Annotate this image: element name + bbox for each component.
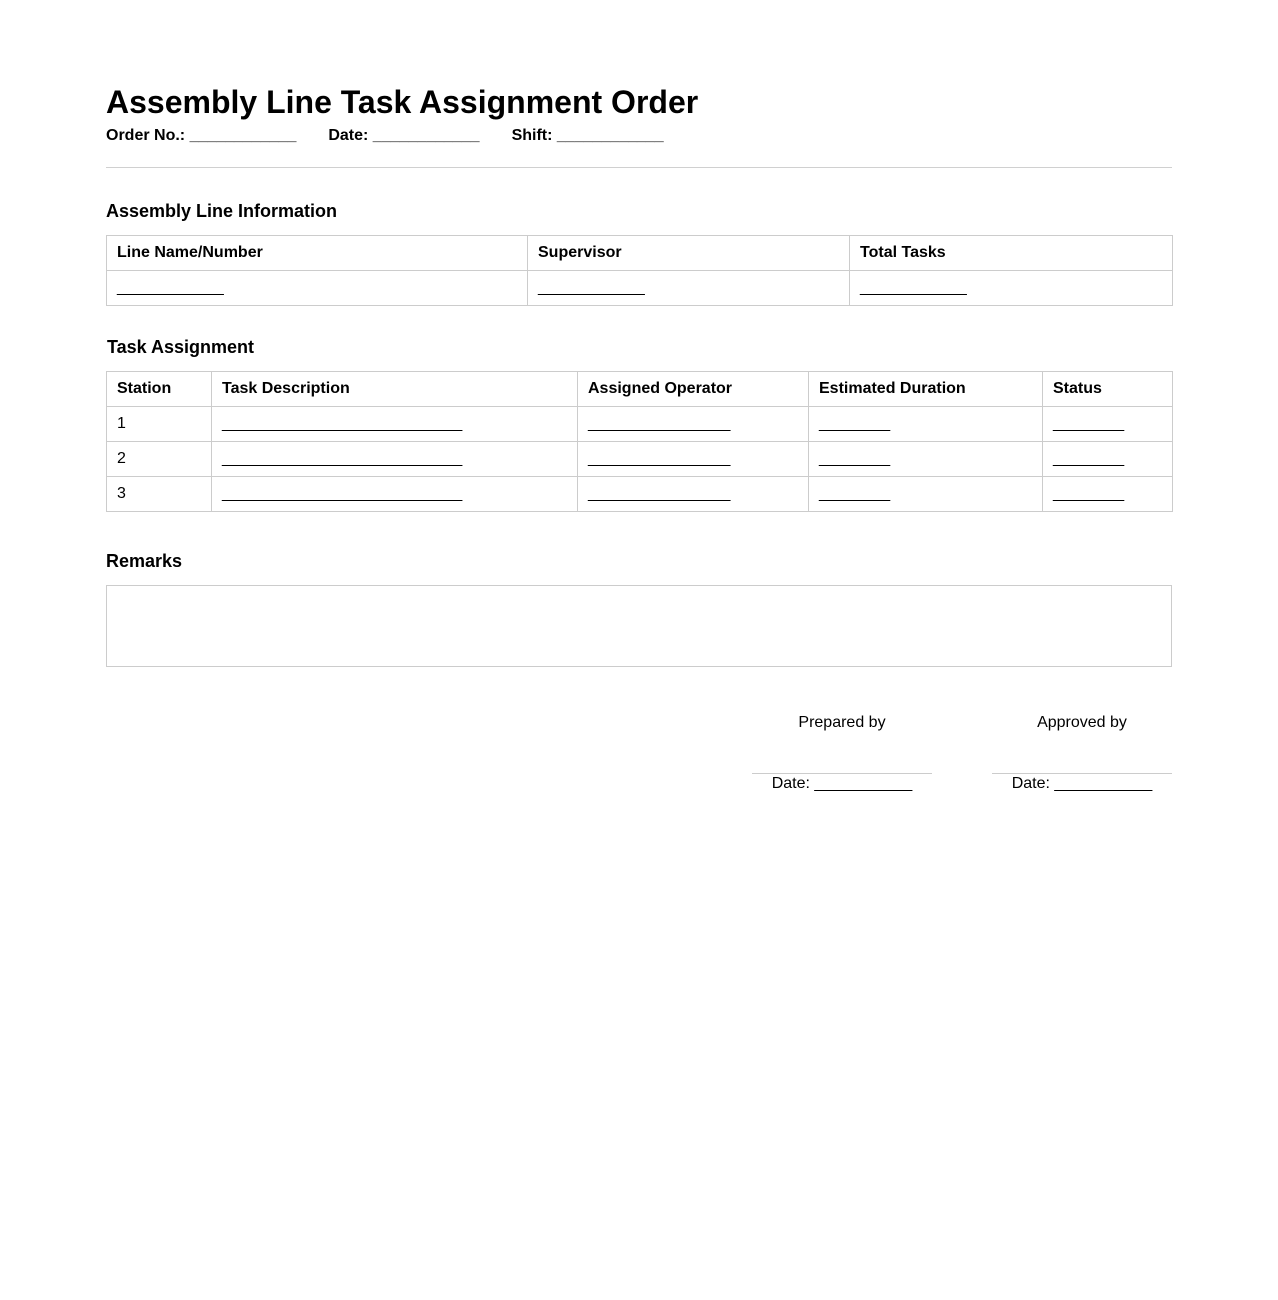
estimated-duration-field[interactable]: ________	[809, 442, 1043, 477]
table-row	[107, 271, 1173, 306]
station-number: 2	[107, 442, 212, 477]
assigned-operator-field[interactable]: ________________	[578, 442, 809, 477]
header-total-tasks: Total Tasks	[850, 236, 1173, 271]
task-description-field[interactable]: ___________________________	[212, 442, 578, 477]
section-title-remarks: Remarks	[106, 551, 183, 571]
total-tasks-field[interactable]: ____________	[850, 271, 1173, 306]
task-description-field[interactable]: ___________________________	[212, 477, 578, 512]
table-row	[107, 407, 1173, 442]
assigned-operator-field[interactable]: ________________	[578, 407, 809, 442]
table-header-row	[107, 372, 1173, 407]
estimated-duration-field[interactable]: ________	[809, 477, 1043, 512]
order-meta	[106, 126, 1172, 146]
prepared-by-label: Prepared by	[798, 714, 886, 731]
section-title-task-assignment: Task Assignment	[107, 337, 255, 357]
task-assignment-table	[106, 371, 1173, 512]
prepared-by-date-field[interactable]: Date: ___________	[771, 775, 913, 792]
table-row	[107, 477, 1173, 512]
page-title: Assembly Line Task Assignment Order	[106, 84, 699, 120]
section-title-line-info: Assembly Line Information	[106, 201, 338, 221]
supervisor-field[interactable]: ____________	[528, 271, 850, 306]
assigned-operator-field[interactable]: ________________	[578, 477, 809, 512]
shift-field[interactable]: Shift: ____________	[511, 127, 664, 144]
header-assigned-operator: Assigned Operator	[578, 372, 809, 407]
header-estimated-duration: Estimated Duration	[809, 372, 1043, 407]
status-field[interactable]: ________	[1043, 442, 1173, 477]
line-name-field[interactable]: ____________	[107, 271, 528, 306]
header-divider	[106, 167, 1172, 168]
status-field[interactable]: ________	[1043, 407, 1173, 442]
status-field[interactable]: ________	[1043, 477, 1173, 512]
station-number: 1	[107, 407, 212, 442]
document-page	[106, 80, 1172, 792]
prepared-by-signature	[752, 713, 932, 794]
header-status: Status	[1043, 372, 1173, 407]
station-number: 3	[107, 477, 212, 512]
table-header-row	[107, 236, 1173, 271]
estimated-duration-field[interactable]: ________	[809, 407, 1043, 442]
order-date-field[interactable]: Date: ____________	[328, 127, 480, 144]
header-line-name: Line Name/Number	[107, 236, 528, 271]
remarks-box[interactable]	[106, 585, 1172, 667]
approved-by-signature	[992, 713, 1172, 794]
header-task-description: Task Description	[212, 372, 578, 407]
table-row	[107, 442, 1173, 477]
approved-by-label: Approved by	[1037, 714, 1127, 731]
task-description-field[interactable]: ___________________________	[212, 407, 578, 442]
header-supervisor: Supervisor	[528, 236, 850, 271]
approved-by-date-field[interactable]: Date: ___________	[1011, 775, 1153, 792]
line-info-table	[106, 235, 1173, 306]
order-number-field[interactable]: Order No.: ____________	[106, 127, 297, 144]
header-station: Station	[107, 372, 212, 407]
